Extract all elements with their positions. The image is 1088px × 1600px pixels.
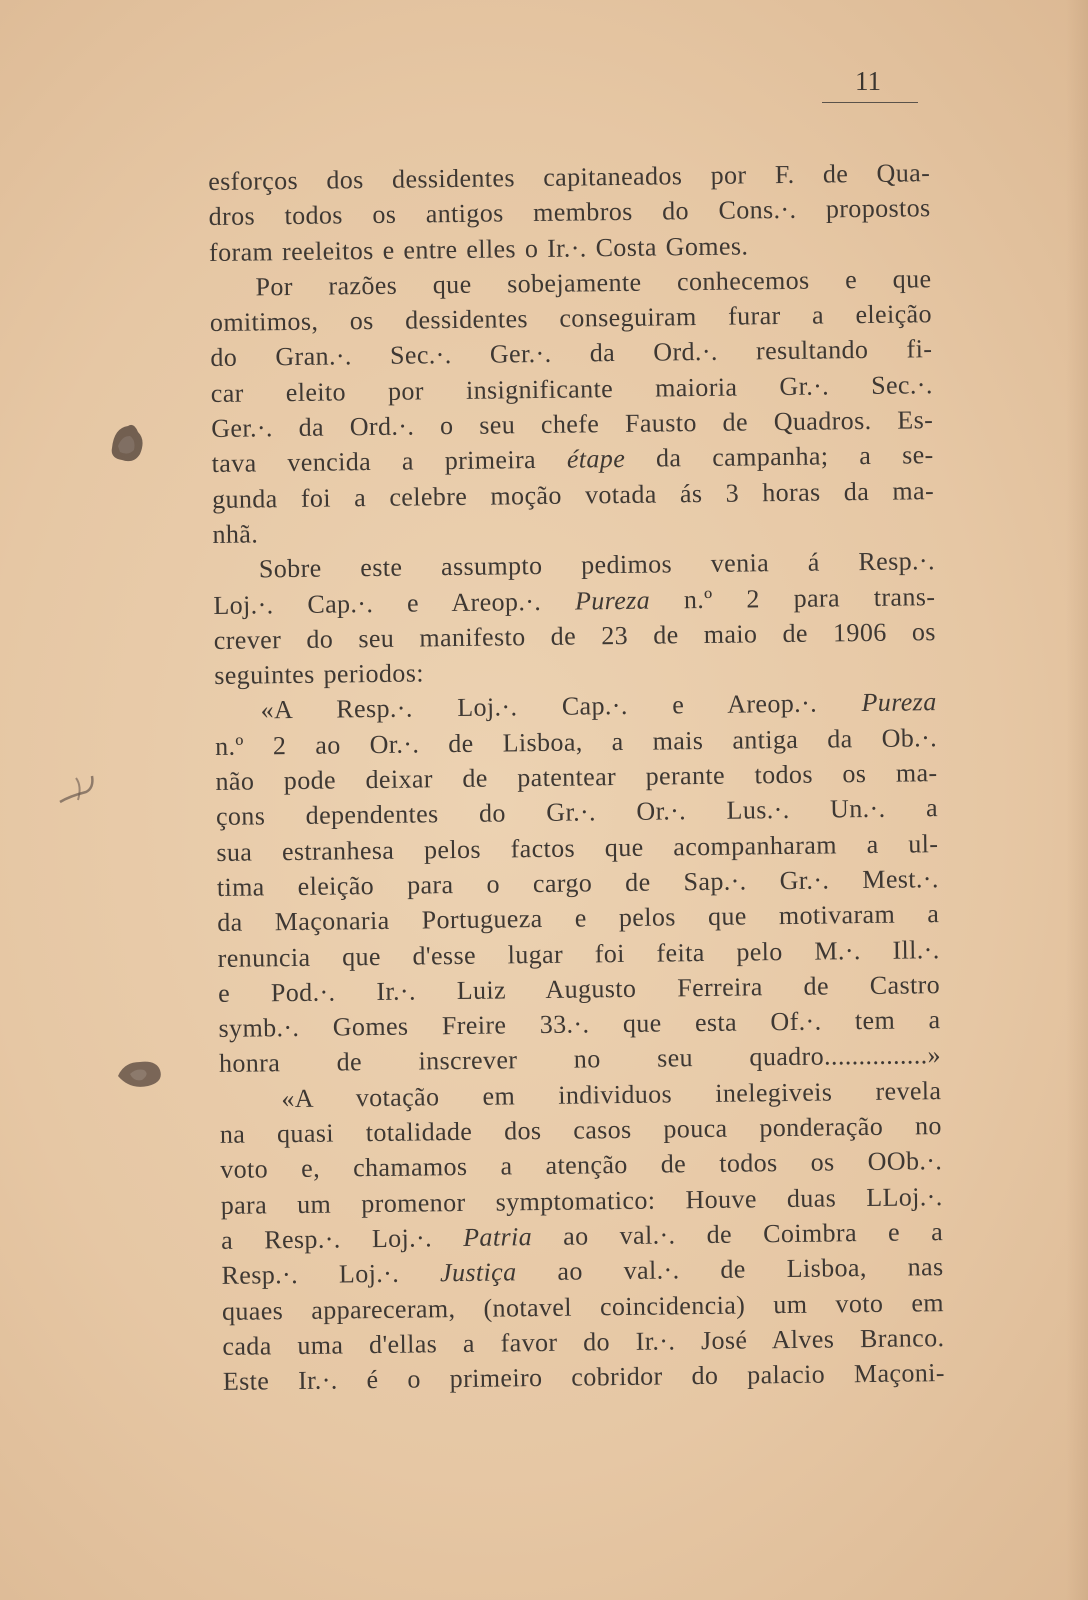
text-line: dros todos os antigos membros do Cons.·. propostos xyxy=(208,193,931,232)
page-number: 11 xyxy=(855,66,881,96)
text-line: foram reeleitos e entre elles o Ir.·. Costa Gomes. xyxy=(208,231,749,267)
text-line: symb.·. Gomes Freire 33.·. que esta Of.·. tem a xyxy=(218,1005,941,1044)
text-line: crever do seu manifesto de 23 de maio de 1906 os xyxy=(213,617,936,655)
text-line: da Maçonaria Portugueza e pelos que motivaram a xyxy=(217,899,940,938)
page-number-rule xyxy=(822,102,918,103)
text-line: car eleito por insignificante maioria Gr.·. Sec.·. xyxy=(210,369,933,408)
text-line: gunda foi a celebre moção votada ás 3 horas da ma- xyxy=(211,475,935,514)
text-line: Resp.·. Loj.·. Justiça ao val.·. de Lisboa, nas xyxy=(221,1252,944,1291)
body-text xyxy=(208,155,945,1399)
text-line: a Resp.·. Loj.·. Patria ao val.·. de Coimbra e a xyxy=(220,1217,944,1255)
text-line: para um promenor symptomatico: Houve duas LLoj.·. xyxy=(220,1181,943,1220)
text-line: quaes appareceram, (notavel coincidencia) um voto em xyxy=(221,1287,945,1326)
text-line: «A Resp.·. Loj.·. Cap.·. e Areop.·. Pureza xyxy=(260,687,937,725)
text-line: honra de inscrever no seu quadro...............» xyxy=(218,1040,942,1079)
text-line: Loj.·. Cap.·. e Areop.·. Pureza n.º 2 para trans- xyxy=(213,581,936,620)
text-line: seguintes periodos: xyxy=(214,658,425,691)
text-line: Este Ir.·. é o primeiro cobridor do palacio Maçoni- xyxy=(222,1358,945,1397)
text-line: do Gran.·. Sec.·. Ger.·. da Ord.·. resultando fi- xyxy=(210,334,933,373)
text-line: tima eleição para o cargo de Sap.·. Gr.·. Mest.·. xyxy=(216,864,939,902)
text-line: n.º 2 ao Or.·. de Lisboa, a mais antiga da Ob.·. xyxy=(214,722,938,761)
binding-stain-top xyxy=(104,418,152,468)
text-line: voto e, chamamos a atenção de todos os OOb.·. xyxy=(220,1146,943,1185)
text-line: e Pod.·. Ir.·. Luiz Augusto Ferreira de Castro xyxy=(217,969,941,1008)
binding-mark-middle xyxy=(56,766,104,816)
text-line: Sobre este assumpto pedimos venia á Resp.·. xyxy=(258,546,936,584)
text-line: omitimos, os dessidentes conseguiram furar a eleição xyxy=(209,299,933,338)
text-line: sua estranhesa pelos factos que acompanharam a ul- xyxy=(216,828,939,867)
text-line: nhã. xyxy=(212,519,259,549)
text-line: Por razões que sobejamente conhecemos e que xyxy=(255,264,932,302)
text-line: cada uma d'ellas a favor do Ir.·. José Alves Branco. xyxy=(222,1322,945,1361)
text-line: «A votação em individuos inelegiveis revela xyxy=(281,1075,942,1113)
text-line: esforços dos dessidentes capitaneados por F. de Qua- xyxy=(208,158,931,196)
text-line: não pode deixar de patentear perante todos os ma- xyxy=(215,758,938,796)
page-edge-shadow xyxy=(1066,0,1088,1600)
text-line: renuncia que d'esse lugar foi feita pelo M.·. Ill.·. xyxy=(217,934,940,973)
text-line: Ger.·. da Ord.·. o seu chefe Fausto de Quadros. Es- xyxy=(211,405,934,444)
text-line: tava vencida a primeira étape da campanha; a se- xyxy=(211,440,934,479)
text-line: na quasi totalidade dos casos pouca ponderação no xyxy=(219,1111,942,1149)
text-line: çons dependentes do Gr.·. Or.·. Lus.·. Un.·. a xyxy=(215,793,939,832)
binding-stain-bottom xyxy=(112,1052,168,1092)
